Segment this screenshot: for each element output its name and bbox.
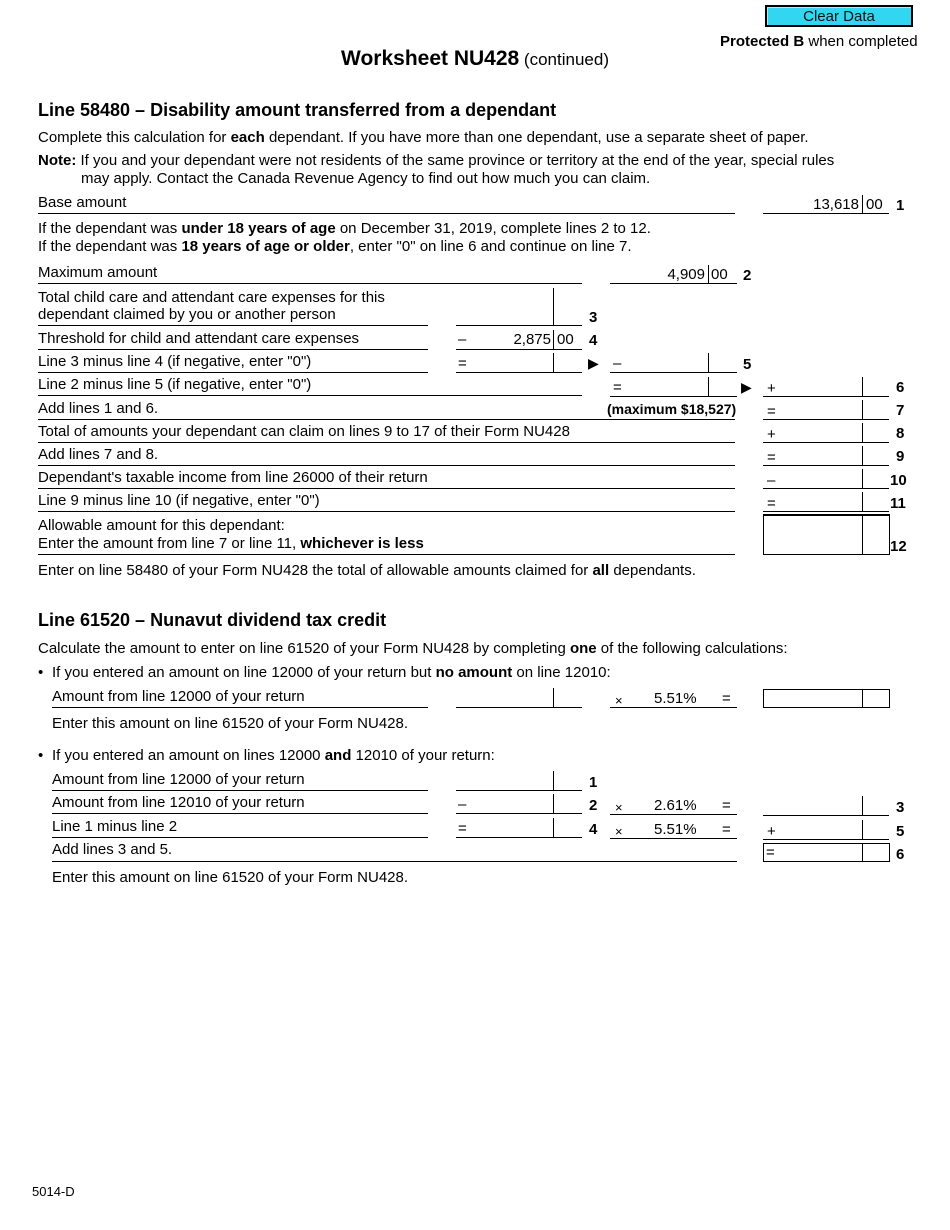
dependant-claim-total-label: Total of amounts your dependant can claim on lines 9 to 17 of their Form NU428 bbox=[38, 423, 570, 440]
c2-pre: If you entered an amount on lines 12000 bbox=[52, 747, 325, 764]
cents-divider bbox=[862, 689, 863, 708]
note-line1: If you and your dependant were not residents of the same province or territory at the end of the year, special rules bbox=[76, 152, 835, 169]
s2-intro-post: of the following calculations: bbox=[596, 640, 788, 657]
cents-divider bbox=[862, 446, 863, 465]
case2-amount-12000-label: Amount from line 12000 of your return bbox=[52, 771, 305, 788]
base-amount-label: Base amount bbox=[38, 194, 127, 211]
childcare-label-1: Total child care and attendant care expenses for this bbox=[38, 289, 385, 306]
intro-post: dependant. If you have more than one dependant, use a separate sheet of paper. bbox=[264, 129, 809, 146]
intro-bold: each bbox=[230, 129, 265, 146]
add-lines-1-and-6-label: Add lines 1 and 6. bbox=[38, 400, 159, 417]
line-number-3: 3 bbox=[589, 309, 598, 326]
c1-post: on line 12010: bbox=[512, 664, 611, 681]
cents-divider bbox=[862, 843, 863, 862]
case2-line4-input[interactable] bbox=[456, 837, 582, 838]
line11-input-line[interactable] bbox=[763, 511, 889, 512]
case1-condition bbox=[52, 664, 611, 682]
line9-input-line[interactable] bbox=[763, 465, 889, 466]
childcare-label-2: dependant claimed by you or another person bbox=[38, 306, 336, 323]
cents-divider bbox=[708, 353, 709, 372]
bullet-icon: • bbox=[38, 747, 44, 764]
times-sign: × bbox=[615, 693, 623, 708]
protected-rest: when completed bbox=[804, 33, 918, 50]
equals-sign: = bbox=[458, 820, 467, 837]
form-code: 5014-D bbox=[32, 1184, 75, 1199]
over18-instruction bbox=[38, 238, 632, 256]
case2-enter-instruction: Enter this amount on line 61520 of your Form NU428. bbox=[52, 869, 409, 886]
threshold-cents: 00 bbox=[557, 331, 574, 348]
cents-divider bbox=[553, 353, 554, 372]
cents-divider bbox=[553, 771, 554, 790]
cents-divider bbox=[708, 265, 709, 283]
line-number-1: 1 bbox=[896, 197, 905, 214]
rule bbox=[52, 861, 737, 862]
line-number-4: 4 bbox=[589, 332, 598, 349]
section1-note-line2: may apply. Contact the Canada Revenue Agency to find out how much you can claim. bbox=[81, 170, 651, 187]
line3-minus-line4-label: Line 3 minus line 4 (if negative, enter "0") bbox=[38, 353, 312, 370]
case2-line1-input[interactable] bbox=[456, 790, 582, 791]
enter-bold: all bbox=[592, 562, 610, 579]
intro-pre: Complete this calculation for bbox=[38, 129, 231, 146]
line9-minus-line10-label: Line 9 minus line 10 (if negative, enter "0") bbox=[38, 492, 320, 509]
title-rest: (continued) bbox=[519, 50, 609, 69]
line-number-11: 11 bbox=[890, 495, 906, 512]
line-number-9: 9 bbox=[896, 448, 905, 465]
equals-sign: = bbox=[767, 495, 776, 512]
case1-input-line[interactable] bbox=[456, 707, 582, 708]
case2-rate-551: 5.51% bbox=[654, 821, 697, 838]
line-number-2: 2 bbox=[743, 267, 752, 284]
rule bbox=[52, 813, 428, 814]
u18-bold: under 18 years of age bbox=[181, 220, 336, 237]
section2-intro bbox=[38, 640, 788, 658]
base-amount-cents: 00 bbox=[866, 196, 883, 213]
line-number-12: 12 bbox=[890, 538, 907, 555]
rule bbox=[38, 419, 735, 420]
cents-divider bbox=[862, 469, 863, 488]
threshold-label: Threshold for child and attendant care expenses bbox=[38, 330, 360, 347]
taxable-income-label: Dependant's taxable income from line 26000 of their return bbox=[38, 469, 428, 486]
cents-divider bbox=[862, 796, 863, 815]
title-bold: Worksheet NU428 bbox=[341, 47, 520, 70]
max-amount-cents: 00 bbox=[711, 266, 728, 283]
rule bbox=[38, 213, 735, 214]
rule bbox=[610, 707, 737, 708]
arrow-icon: ▶ bbox=[741, 379, 752, 395]
case2-line-number-3: 3 bbox=[896, 799, 905, 816]
u18-post: on December 31, 2019, complete lines 2 to 12. bbox=[335, 220, 651, 237]
u18-pre: If the dependant was bbox=[38, 220, 182, 237]
line2-minus-line5-label: Line 2 minus line 5 (if negative, enter "0") bbox=[38, 376, 312, 393]
cents-divider bbox=[862, 515, 863, 555]
case2-line-number-4: 4 bbox=[589, 821, 598, 838]
allow-pre: Enter the amount from line 7 or line 11, bbox=[38, 535, 301, 552]
case1-amount-12000-label: Amount from line 12000 of your return bbox=[52, 688, 305, 705]
cents-divider bbox=[862, 377, 863, 396]
rule bbox=[38, 283, 582, 284]
c1-bold: no amount bbox=[435, 664, 513, 681]
allowable-amount-label-2 bbox=[38, 535, 424, 553]
s2-intro-bold: one bbox=[569, 640, 597, 657]
page-title bbox=[0, 47, 950, 72]
equals-sign: = bbox=[458, 355, 467, 372]
line8-input-line[interactable] bbox=[763, 442, 889, 443]
line6-input-line[interactable] bbox=[763, 396, 889, 397]
maximum-amount-label: Maximum amount bbox=[38, 264, 158, 281]
case1-result-box[interactable] bbox=[763, 689, 890, 708]
case2-line-number-1: 1 bbox=[589, 774, 598, 791]
rule bbox=[38, 372, 428, 373]
rule bbox=[763, 213, 889, 214]
c2-bold: and bbox=[324, 747, 352, 764]
equals-sign: = bbox=[766, 844, 775, 861]
rule bbox=[610, 838, 737, 839]
case2-condition bbox=[52, 747, 495, 765]
s2-intro-pre: Calculate the amount to enter on line 61520 of your Form NU428 by completing bbox=[38, 640, 570, 657]
rule bbox=[456, 349, 582, 350]
times-sign: × bbox=[615, 800, 623, 815]
o18-pre: If the dependant was bbox=[38, 238, 182, 255]
line5-input-line[interactable] bbox=[610, 372, 737, 373]
case2-line-number-2: 2 bbox=[589, 797, 598, 814]
rule bbox=[38, 511, 735, 512]
equals-sign: = bbox=[722, 821, 731, 838]
enter-post: dependants. bbox=[609, 562, 696, 579]
case2-add-lines-3-and-5-label: Add lines 3 and 5. bbox=[52, 841, 173, 858]
case2-line1-minus-line2-label: Line 1 minus line 2 bbox=[52, 818, 178, 835]
maximum-note: (maximum $18,527) bbox=[607, 401, 737, 417]
rule bbox=[610, 814, 737, 815]
childcare-input-line[interactable] bbox=[456, 325, 582, 326]
equals-sign: = bbox=[767, 449, 776, 466]
protected-bold: Protected B bbox=[720, 33, 805, 50]
rule bbox=[38, 395, 582, 396]
minus-sign: – bbox=[458, 331, 467, 348]
minus-sign: – bbox=[767, 472, 776, 489]
line3-minus-4-result[interactable] bbox=[456, 372, 582, 373]
enter-line-58480-instruction bbox=[38, 562, 696, 580]
rule bbox=[52, 790, 428, 791]
o18-post: , enter "0" on line 6 and continue on line 7. bbox=[349, 238, 632, 255]
cents-divider bbox=[553, 818, 554, 837]
allow-bold: whichever is less bbox=[300, 535, 424, 552]
line-number-8: 8 bbox=[896, 425, 905, 442]
line12-input-box[interactable] bbox=[763, 514, 890, 555]
line2-minus-5-result[interactable] bbox=[610, 396, 737, 397]
rule bbox=[610, 283, 737, 284]
threshold-dollars: 2,875 bbox=[513, 331, 551, 348]
cents-divider bbox=[553, 794, 554, 813]
allowable-amount-label-1: Allowable amount for this dependant: bbox=[38, 517, 285, 534]
cents-divider bbox=[862, 400, 863, 419]
rule bbox=[38, 488, 735, 489]
rule bbox=[38, 325, 428, 326]
line-number-7: 7 bbox=[896, 402, 905, 419]
case2-line5-input[interactable] bbox=[763, 839, 889, 840]
plus-sign: + bbox=[767, 426, 776, 443]
line10-input-line[interactable] bbox=[763, 488, 889, 489]
case2-amount-12010-label: Amount from line 12010 of your return bbox=[52, 794, 305, 811]
line7-input-line[interactable] bbox=[763, 419, 889, 420]
cents-divider bbox=[553, 288, 554, 325]
rule bbox=[38, 442, 735, 443]
add-lines-7-and-8-label: Add lines 7 and 8. bbox=[38, 446, 159, 463]
cents-divider bbox=[862, 423, 863, 442]
cents-divider bbox=[708, 377, 709, 396]
plus-sign: + bbox=[767, 823, 776, 840]
note-label: Note: bbox=[38, 152, 77, 169]
o18-bold: 18 years of age or older bbox=[181, 238, 350, 255]
cents-divider bbox=[862, 820, 863, 839]
equals-sign: = bbox=[613, 379, 622, 396]
cents-divider bbox=[553, 330, 554, 349]
rule bbox=[38, 349, 428, 350]
rule bbox=[52, 707, 428, 708]
base-amount-dollars: 13,618 bbox=[813, 196, 859, 213]
cents-divider bbox=[862, 492, 863, 511]
c2-post: 12010 of your return: bbox=[351, 747, 495, 764]
rule bbox=[52, 837, 428, 838]
case2-line3-input[interactable] bbox=[763, 815, 889, 816]
c1-pre: If you entered an amount on line 12000 of your return but bbox=[52, 664, 436, 681]
case2-line2-input[interactable] bbox=[456, 813, 582, 814]
line-number-5: 5 bbox=[743, 356, 752, 373]
case1-rate: 5.51% bbox=[654, 690, 697, 707]
max-amount-dollars: 4,909 bbox=[667, 266, 705, 283]
equals-sign: = bbox=[722, 690, 731, 707]
minus-sign: – bbox=[458, 796, 467, 813]
clear-data-button[interactable]: Clear Data bbox=[765, 5, 913, 27]
case2-rate-261: 2.61% bbox=[654, 797, 697, 814]
arrow-icon: ▶ bbox=[588, 355, 599, 371]
times-sign: × bbox=[615, 824, 623, 839]
case2-line-number-6: 6 bbox=[896, 846, 905, 863]
rule bbox=[38, 554, 735, 555]
under18-instruction bbox=[38, 220, 651, 238]
line-number-6: 6 bbox=[896, 379, 905, 396]
enter-pre: Enter on line 58480 of your Form NU428 the total of allowable amounts claimed for bbox=[38, 562, 593, 579]
section1-note bbox=[38, 152, 834, 170]
case2-line-number-5: 5 bbox=[896, 823, 905, 840]
plus-sign: + bbox=[767, 380, 776, 397]
section2-heading: Line 61520 – Nunavut dividend tax credit bbox=[38, 610, 387, 630]
section1-heading: Line 58480 – Disability amount transferred from a dependant bbox=[38, 100, 557, 120]
minus-sign: – bbox=[613, 355, 622, 372]
rule bbox=[38, 465, 735, 466]
cents-divider bbox=[862, 195, 863, 213]
equals-sign: = bbox=[767, 403, 776, 420]
case2-line6-box[interactable] bbox=[763, 843, 890, 862]
line-number-10: 10 bbox=[890, 472, 907, 489]
cents-divider bbox=[553, 688, 554, 707]
section1-intro bbox=[38, 129, 809, 147]
case1-enter-instruction: Enter this amount on line 61520 of your Form NU428. bbox=[52, 715, 409, 732]
equals-sign: = bbox=[722, 797, 731, 814]
bullet-icon: • bbox=[38, 664, 44, 681]
